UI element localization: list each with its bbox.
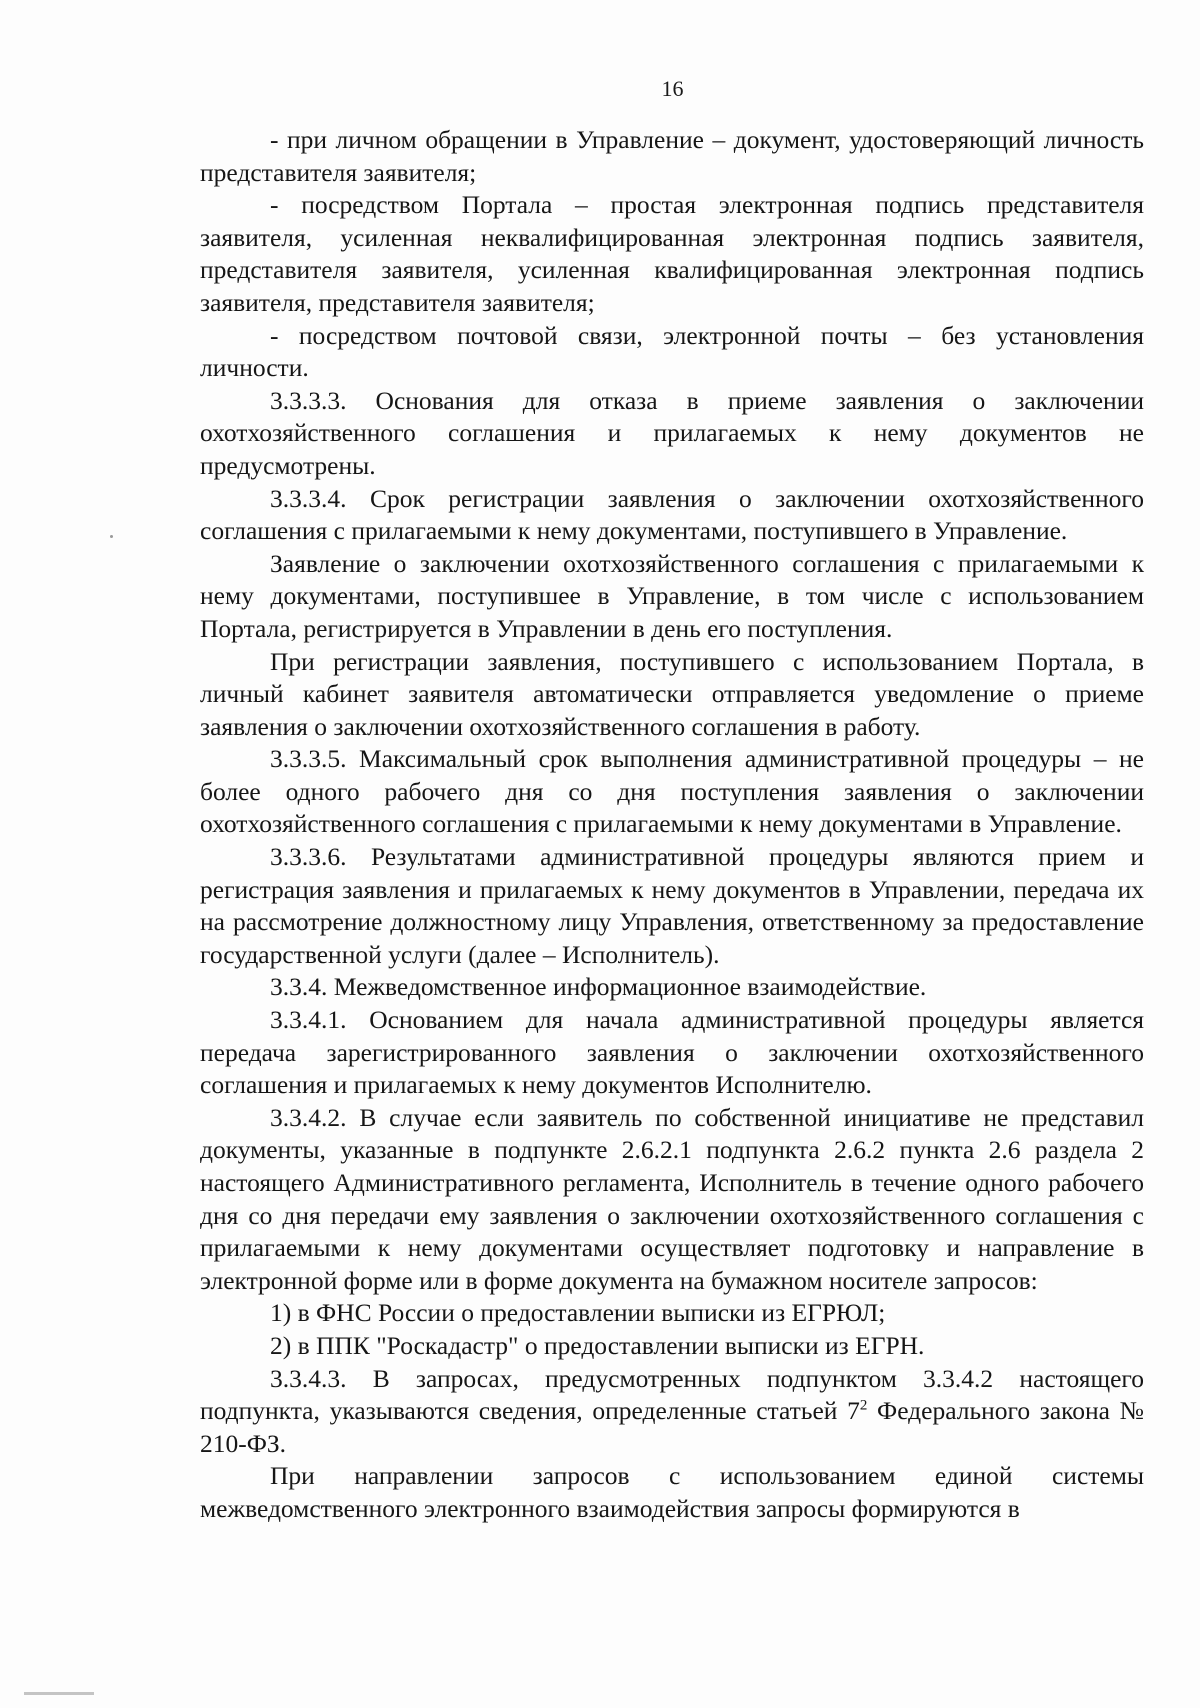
paragraph: Заявление о заключении охотхозяйственного соглашения с прилагаемыми к нему документами, поступившее в Управление, в том числе с использованием Портала, регистрируется в Управлении в день его поступления. [200,548,1144,643]
page-number: 16 [661,76,684,101]
paragraph-text: Федерального закона № 210-ФЗ. [200,1396,1144,1458]
paragraph-text: 3.3.4.3. В запросах, предусмотренных подпунктом 3.3.4.2 настоящего подпункта, указываются сведения, определенные статьей 7 [200,1363,1144,1426]
scan-mark [110,535,113,538]
paragraph [200,1363,1144,1461]
paragraph: 2) в ППК "Роскадастр" о предоставлении выписки из ЕГРН. [270,1330,925,1360]
paragraph: 1) в ФНС России о предоставлении выписки из ЕГРЮЛ; [270,1298,886,1328]
scan-mark [24,1692,94,1695]
paragraph: При регистрации заявления, поступившего с использованием Портала, в личный кабинет заявителя автоматически отправляется уведомление о приеме заявления о заключении охотхозяйственного соглашения в работу. [200,646,1144,741]
paragraph: 3.3.3.4. Срок регистрации заявления о заключении охотхозяйственного соглашения с прилагаемыми к нему документами, поступившего в Управление. [200,483,1144,546]
paragraph: - посредством почтовой связи, электронной почты – без установления личности. [200,320,1144,383]
paragraph: 3.3.4. Межведомственное информационное взаимодействие. [270,972,927,1002]
paragraph: 3.3.3.5. Максимальный срок выполнения административной процедуры – не более одного рабочего дня со дня поступления заявления о заключении охотхозяйственного соглашения с прилагаемыми к нему документами в Управление. [200,744,1144,839]
paragraph: 3.3.3.3. Основания для отказа в приеме заявления о заключении охотхозяйственного соглашения и прилагаемых к нему документов не предусмотрены. [200,385,1144,480]
paragraph: - посредством Портала – простая электронная подпись представителя заявителя, усиленная неквалифицированная электронная подпись заявителя, представителя заявителя, усиленная квалифицированная электронная подпись заявителя, представителя заявителя; [200,190,1144,317]
document-body [200,124,1144,1526]
superscript: 2 [859,1397,868,1414]
paragraph: 3.3.3.6. Результатами административной процедуры являются прием и регистрация заявления и прилагаемых к нему документов в Управлении, передача их на рассмотрение должностному лицу Управления, ответственному за предоставление государственной услуги (далее – Исполнитель). [200,842,1144,969]
paragraph: 3.3.4.2. В случае если заявитель по собственной инициативе не представил документы, указанные в подпункте 2.6.2.1 подпункта 2.6.2 пункта 2.6 раздела 2 настоящего Административного регламента, Исполнитель в течение одного рабочего дня со дня передачи ему заявления о заключении охотхозяйственного соглашения с прилагаемыми к нему документами осуществляет подготовку и направление в электронной форме или в форме документа на бумажном носителе запросов: [200,1102,1144,1295]
paragraph: 3.3.4.1. Основанием для начала административной процедуры является передача зарегистрированного заявления о заключении охотхозяйственного соглашения и прилагаемых к нему документов Исполнителю. [200,1005,1144,1100]
paragraph: - при личном обращении в Управление – документ, удостоверяющий личность представителя заявителя; [200,125,1144,187]
paragraph: При направлении запросов с использованием единой системы межведомственного электронного взаимодействия запросы формируются в [200,1461,1144,1523]
